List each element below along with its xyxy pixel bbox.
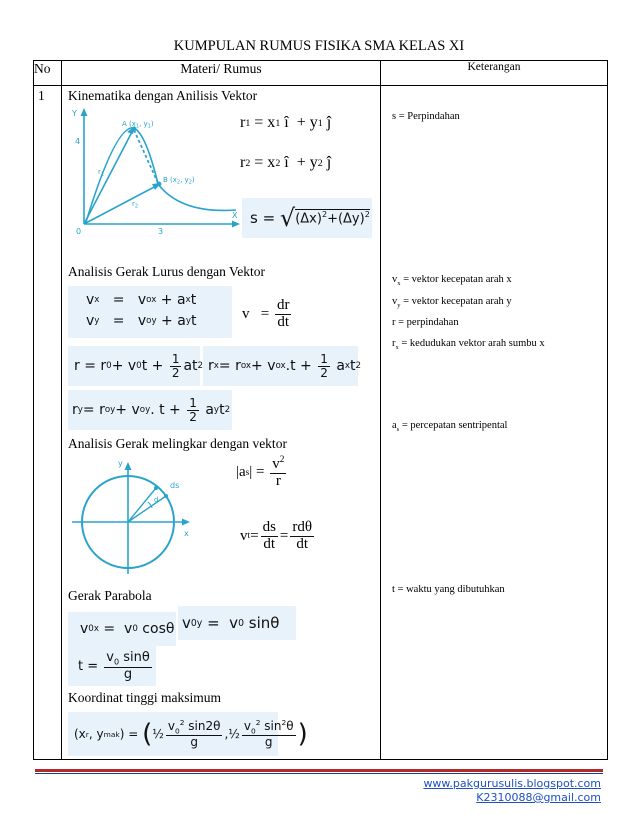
fig2-x-label: x	[184, 529, 189, 538]
header-no: No	[34, 61, 62, 86]
header-keterangan: Keterangan	[381, 61, 608, 86]
fig2-d-label: d	[154, 496, 159, 504]
footer-website-link[interactable]: www.pakgurusulis.blogspot.com	[423, 777, 601, 790]
ket-as: $a_s$ = percepatan sentripental	[392, 420, 508, 434]
fig1-x-label: X	[232, 211, 238, 220]
ket-vy: $v_y$ = vektor kecepatan arah y	[392, 296, 512, 310]
formula-v0y: v 0y = v 0 sinθ	[178, 606, 296, 640]
footer-email-link[interactable]: K2310088@gmail.com	[476, 791, 601, 804]
formula-position-ry: r y = r oy + v oy . t + $\frac{1}{2}$ a y t 2	[68, 390, 232, 430]
formula-max-height-coordinate: (x r , y mak ) = ( ½ $\frac{v_0^2 \sin 2\theta}{g}$ ,½ $\frac{v_0^2 \sin^2\theta}{g}$ )	[68, 712, 278, 756]
section-gerak-parabola: Gerak Parabola	[68, 588, 152, 603]
fig2-ds-label: ds	[170, 481, 180, 490]
formula-velocity-components: v x = v ox + a x t v y = v oy + a y t	[68, 286, 232, 338]
formula-v0x: v 0x = v 0 cosθ	[68, 612, 176, 646]
ket-vx: $v_x$ = vektor kecepatan arah x	[392, 274, 512, 288]
section-gerak-lurus: Analisis Gerak Lurus dengan Vektor	[68, 264, 265, 279]
ket-r: r = perpindahan	[392, 317, 459, 328]
ket-t: t = waktu yang dibutuhkan	[392, 584, 505, 595]
formula-position-rx: r x = r ox + v ox .t + $\frac{1}{2}$ a x t 2	[203, 346, 358, 386]
formula-r2: r 2 = x 2 î + y 2 ĵ	[240, 154, 332, 171]
table-header-row	[34, 61, 608, 86]
fig1-r2-label: $r_2$	[132, 200, 139, 210]
fig1-y-label: Y	[72, 109, 77, 118]
formula-centripetal: |a s | = $\frac{v^2}{r}$	[236, 455, 285, 489]
circular-motion-diagram	[68, 456, 198, 576]
ket-perpindahan-s: s = Perpindahan	[392, 111, 460, 122]
section-tinggi-maksimum: Koordinat tinggi maksimum	[68, 690, 221, 705]
footer-divider-thin	[35, 773, 603, 774]
displacement-vector-diagram	[66, 104, 242, 236]
formula-time: t = $\frac{v_0 \sin\theta}{g}$	[68, 646, 156, 686]
ket-rx: $r_x$ = kedudukan vektor arah sumbu x	[392, 338, 545, 352]
footer-divider	[35, 769, 603, 772]
header-materi: Materi/ Rumus	[62, 61, 381, 86]
formula-displacement: s = √ $(\Delta x)^2+(\Delta y)^2$	[242, 198, 372, 238]
fig1-point-a: A ($x_1$, $y_1$)	[122, 120, 154, 130]
formula-r1: r 1 = x 1 î + y 1 ĵ	[240, 114, 332, 131]
section-kinematika: Kinematika dengan Anilisis Vektor	[68, 88, 258, 103]
formula-position-r: r = r 0 + v 0 t + $\frac{1}{2}$ at 2	[68, 346, 200, 386]
fig1-point-b: B ($x_2$, $y_2$)	[163, 176, 195, 186]
row-number: 1	[34, 86, 62, 760]
fig1-origin: 0	[76, 227, 82, 236]
document-title: KUMPULAN RUMUS FISIKA SMA KELAS XI	[173, 38, 465, 54]
formula-tangential-velocity: v t = $\frac{ds}{dt}$ = $\frac{\text{rdθ}}{dt}$	[240, 519, 313, 552]
formula-velocity-derivative: v = $\frac{dr}{dt}$	[242, 297, 290, 330]
fig1-r1-label: $r_1$	[98, 168, 105, 178]
fig1-x-tick: 3	[158, 227, 164, 236]
fig1-y-tick: 4	[75, 137, 81, 146]
section-gerak-melingkar: Analisis Gerak melingkar dengan vektor	[68, 436, 287, 451]
fig2-y-label: y	[118, 459, 123, 468]
